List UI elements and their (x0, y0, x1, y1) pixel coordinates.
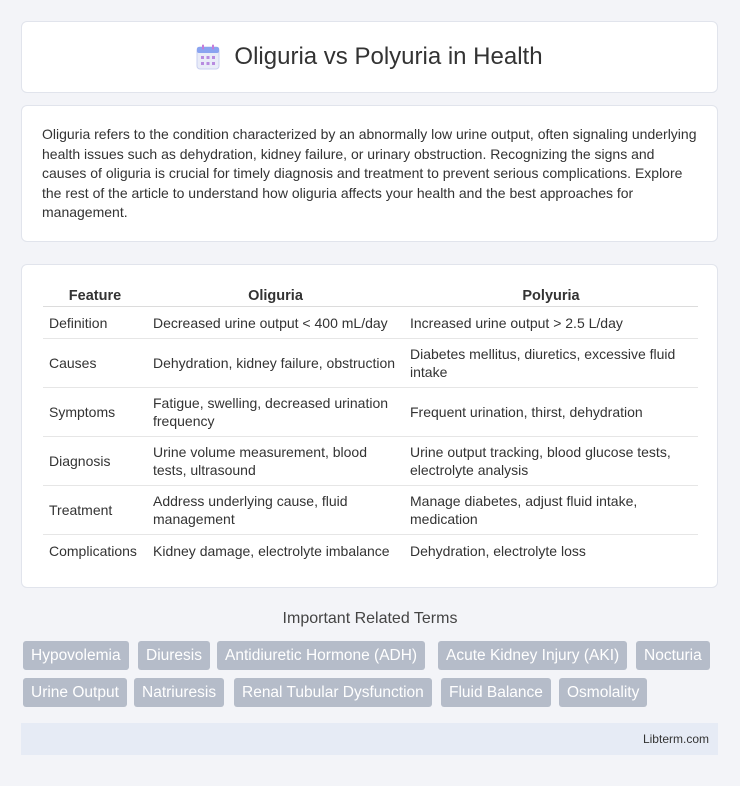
feature-cell: Symptoms (43, 388, 147, 437)
header-oliguria: Oliguria (147, 285, 404, 307)
related-terms-title: Important Related Terms (282, 610, 458, 627)
table-row (43, 339, 698, 388)
header-card (21, 21, 718, 93)
oliguria-cell: Fatigue, swelling, decreased urination frequency (147, 388, 404, 437)
polyuria-cell: Manage diabetes, adjust fluid intake, medication (404, 486, 698, 535)
tag-aki[interactable]: Acute Kidney Injury (AKI) (438, 641, 627, 670)
intro-text: Oliguria refers to the condition characterized by an abnormally low urine output, often signaling underlying health issues such as dehydration, kidney failure, or urinary obstruction. Recognizing the signs and causes of oliguria is crucial for timely diagnosis and treatment to prevent serious complications. Explore the rest of the article to understand how oliguria affects your health and the best approaches for management. (42, 126, 697, 220)
table-row (43, 486, 698, 535)
comparison-table (43, 285, 698, 566)
comparison-card (21, 264, 718, 588)
calendar-icon (196, 44, 220, 70)
table-row (43, 437, 698, 486)
feature-cell: Diagnosis (43, 437, 147, 486)
header-feature: Feature (43, 285, 147, 307)
feature-cell: Complications (49, 542, 137, 559)
feature-cell: Definition (43, 307, 147, 339)
feature-cell: Causes (43, 339, 147, 388)
polyuria-cell: Increased urine output > 2.5 L/day (404, 307, 698, 339)
table-row (43, 535, 698, 566)
oliguria-cell: Decreased urine output < 400 mL/day (147, 307, 404, 339)
oliguria-cell: Address underlying cause, fluid management (147, 486, 404, 535)
tag-hypovolemia[interactable]: Hypovolemia (23, 641, 129, 670)
polyuria-cell: Urine output tracking, blood glucose tests, electrolyte analysis (404, 437, 698, 486)
oliguria-cell: Dehydration, kidney failure, obstruction (147, 339, 404, 388)
footer (21, 723, 718, 755)
intro-card (21, 105, 718, 242)
footer-site-link[interactable]: Libterm.com (642, 732, 709, 746)
page-title: Oliguria vs Polyuria in Health (234, 43, 543, 70)
table-row (43, 307, 698, 339)
polyuria-cell: Frequent urination, thirst, dehydration (404, 388, 698, 437)
polyuria-cell: Diabetes mellitus, diuretics, excessive fluid intake (404, 339, 698, 388)
oliguria-cell: Kidney damage, electrolyte imbalance (153, 542, 390, 559)
oliguria-cell: Urine volume measurement, blood tests, ultrasound (147, 437, 404, 486)
tag-osmolality[interactable]: Osmolality (559, 678, 647, 707)
tag-adh[interactable]: Antidiuretic Hormone (ADH) (217, 641, 425, 670)
tag-diuresis[interactable]: Diuresis (138, 641, 210, 670)
tag-nocturia[interactable]: Nocturia (636, 641, 710, 670)
table-row (43, 388, 698, 437)
tag-renal-tubular-dysfunction[interactable]: Renal Tubular Dysfunction (234, 678, 432, 707)
feature-cell: Treatment (43, 486, 147, 535)
tag-urine-output[interactable]: Urine Output (23, 678, 127, 707)
polyuria-cell: Dehydration, electrolyte loss (410, 542, 586, 559)
tag-natriuresis[interactable]: Natriuresis (134, 678, 224, 707)
tag-fluid-balance[interactable]: Fluid Balance (441, 678, 551, 707)
header-polyuria: Polyuria (404, 285, 698, 307)
